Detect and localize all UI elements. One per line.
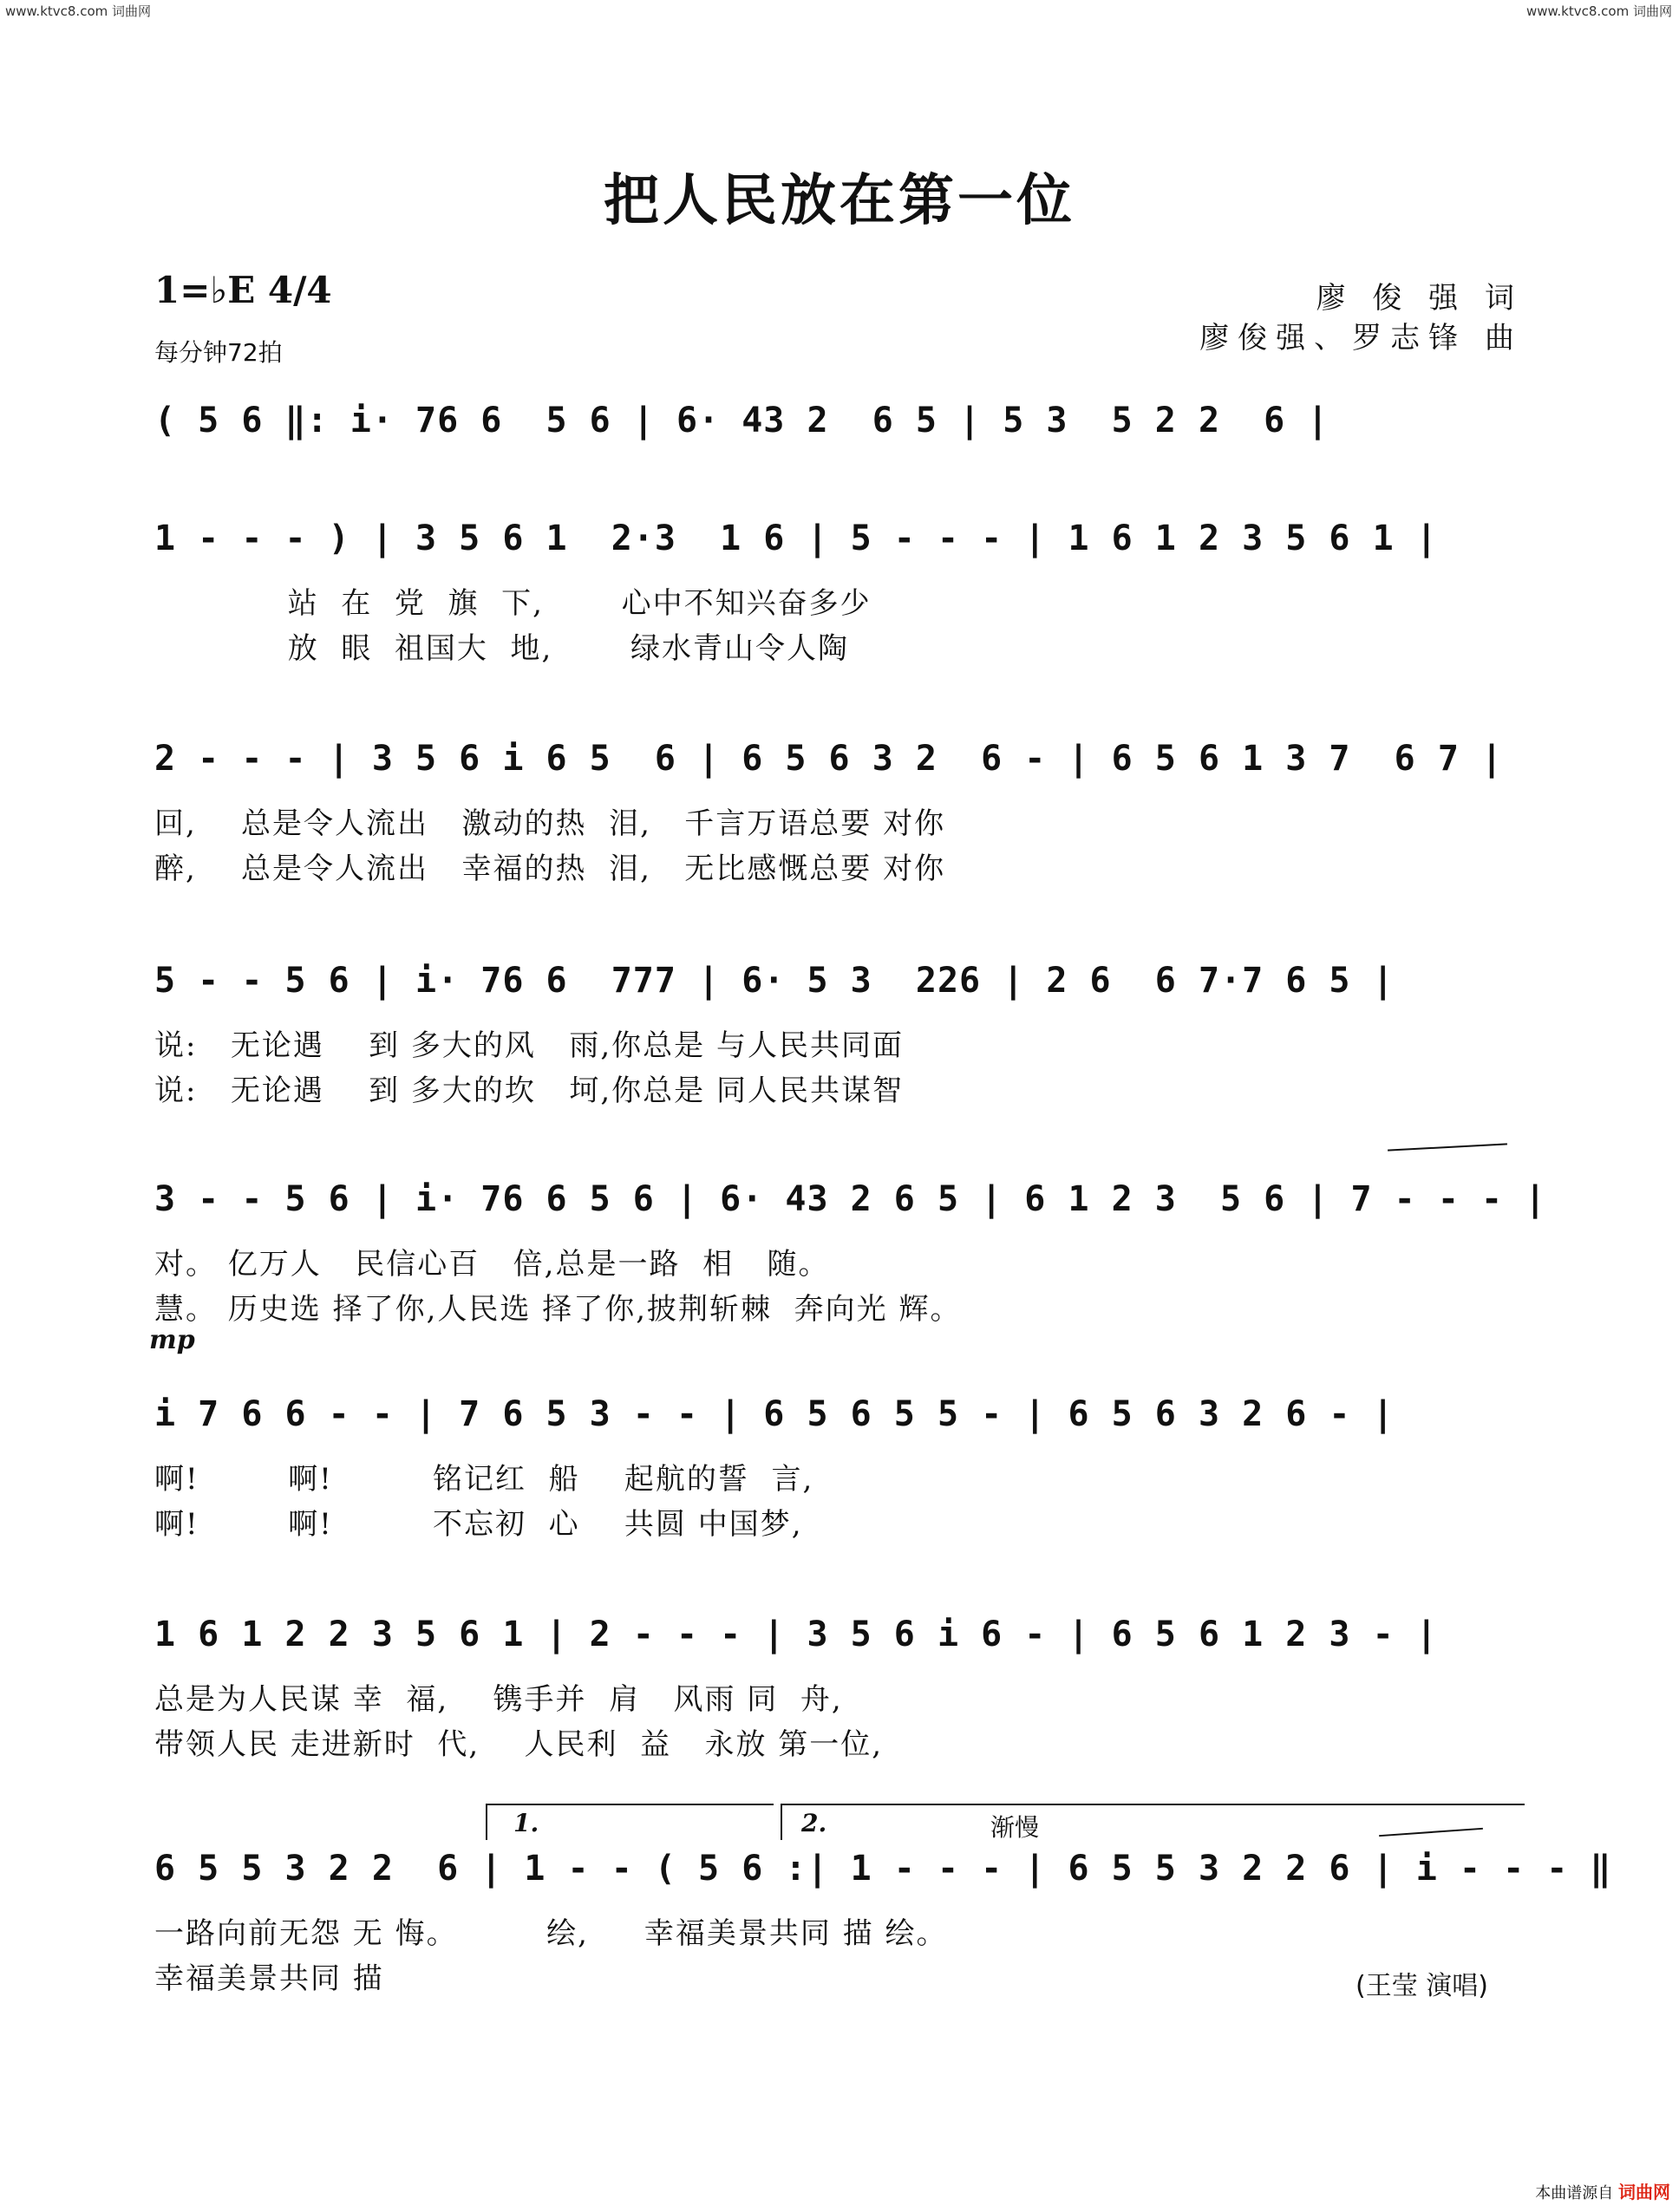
notes-row-1: ( 5 6 ‖: i· 76 6 5 6 | 6· 43 2 6 5 | 5 3 5 2 2 6 | [154, 401, 1329, 440]
song-title: 把人民放在第一位 [604, 168, 1075, 233]
staff-row-6 [154, 1394, 1525, 1542]
notes-row-5: 3 - - 5 6 | i· 76 6 5 6 | 6· 43 2 6 5 | 6 1 2 3 5 6 | 7 - - - | [154, 1179, 1547, 1219]
footer-brand-logo: 词曲网 [1618, 2182, 1670, 2202]
ritardando-marking: 渐慢 [990, 1813, 1040, 1842]
lyric-verse2-row-4: 说: 无论遇 到 多大的坎 坷,你总是 同人民共谋智 [154, 1073, 904, 1108]
staff-row-4 [154, 961, 1525, 1108]
volta-bracket-1 [486, 1804, 774, 1840]
lyric-verse1-row-5: 对。 亿万人 民信心百 倍,总是一路 相 随。 [154, 1247, 830, 1282]
staff-row-2 [154, 519, 1525, 666]
lyric-verse1-row-8: 一路向前无怨 无 悔。 绘, 幸福美景共同 描 绘。 [154, 1916, 948, 1951]
notes-row-6: i 7 6 6 - - | 7 6 5 3 - - | 6 5 6 5 5 - | 6 5 6 3 2 6 - | [154, 1394, 1395, 1434]
lyric-verse1-row-7: 总是为人民谋 幸 福, 镌手并 肩 风雨 同 舟, [154, 1682, 843, 1717]
site-watermark-right: www.ktvc8.com 词曲网 [1525, 3, 1672, 19]
crescendo-hairpin [1388, 1143, 1507, 1151]
lyric-verse2-row-2: 放 眼 祖国大 地, 绿水青山令人陶 [154, 631, 849, 666]
footer-source-text: 本曲谱源自 [1535, 2184, 1614, 2202]
staff-row-8 [154, 1849, 1612, 1996]
notes-row-7: 1 6 1 2 2 3 5 6 1 | 2 - - - | 3 5 6 i 6 - | 6 5 6 1 2 3 - | [154, 1615, 1438, 1654]
lyric-verse2-row-7: 带领人民 走进新时 代, 人民利 益 永放 第一位, [154, 1727, 884, 1762]
lyric-verse1-row-2: 站 在 党 旗 下, 心中不知兴奋多少 [154, 586, 872, 621]
performer-credit: (王莹 演唱) [1356, 1971, 1488, 2001]
lyricist-credit: 廖 俊 强 词 [1316, 281, 1523, 316]
footer-source [1535, 2178, 1670, 2203]
volta-bracket-2 [781, 1804, 1525, 1840]
notes-row-3: 2 - - - | 3 5 6 i 6 5 6 | 6 5 6 3 2 6 - | 6 5 6 1 3 7 6 7 | [154, 739, 1504, 779]
key-signature: 1=♭E 4/4 [154, 269, 332, 311]
staff-row-3 [154, 739, 1525, 886]
staff-row-5 [154, 1179, 1547, 1327]
staff-row-7 [154, 1615, 1525, 1762]
notes-row-4: 5 - - 5 6 | i· 76 6 777 | 6· 5 3 226 | 2 6 6 7·7 6 5 | [154, 961, 1395, 1001]
lyric-verse1-row-6: 啊! 啊! 铭记红 船 起航的誓 言, [154, 1462, 814, 1497]
lyric-verse1-row-3: 回, 总是令人流出 激动的热 泪, 千言万语总要 对你 [154, 806, 946, 841]
lyric-verse2-row-8: 幸福美景共同 描 [154, 1961, 384, 1996]
lyric-verse2-row-3: 醉, 总是令人流出 幸福的热 泪, 无比感慨总要 对你 [154, 852, 946, 886]
composer-credit: 廖俊强、罗志锋 曲 [1199, 321, 1523, 356]
site-watermark-left: www.ktvc8.com 词曲网 [5, 3, 152, 19]
notes-row-8: 6 5 5 3 2 2 6 | 1 - - ( 5 6 :| 1 - - - | 6 5 5 3 2 2 6 | i - - - ‖ [154, 1849, 1612, 1889]
lyric-verse2-row-5: 慧。 历史选 择了你,人民选 择了你,披荆斩棘 奔向光 辉。 [154, 1292, 962, 1327]
lyric-verse2-row-6: 啊! 啊! 不忘初 心 共圆 中国梦, [154, 1507, 803, 1542]
volta-2-label: 2. [801, 1809, 827, 1837]
lyric-verse1-row-4: 说: 无论遇 到 多大的风 雨,你总是 与人民共同面 [154, 1028, 904, 1063]
notes-row-2: 1 - - - ) | 3 5 6 1 2·3 1 6 | 5 - - - | 1 6 1 2 3 5 6 1 | [154, 519, 1438, 558]
volta-1-label: 1. [513, 1809, 539, 1837]
tempo-marking: 每分钟72拍 [154, 338, 283, 367]
dynamic-marking: mp [149, 1325, 195, 1355]
